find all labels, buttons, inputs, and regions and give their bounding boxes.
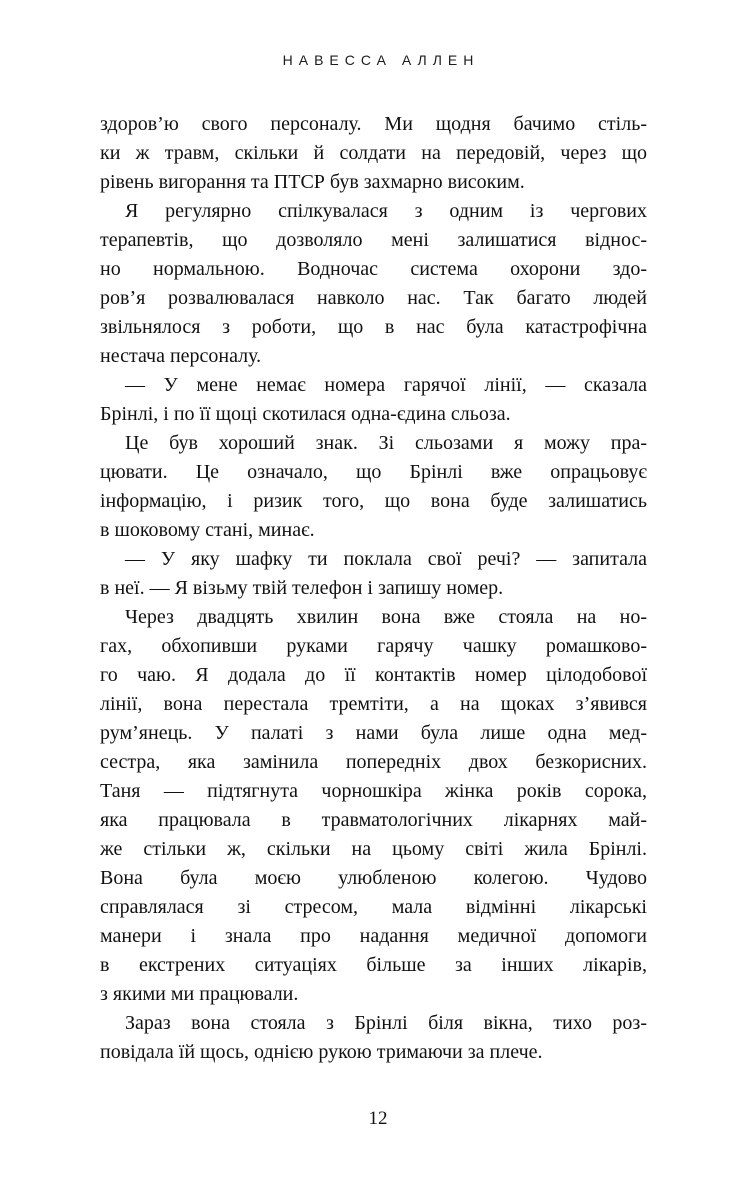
text-line: нестача персоналу. bbox=[100, 345, 262, 367]
text-line: — У мене немає номера гарячої лінії, — сказала bbox=[125, 374, 647, 396]
text-line: цювати. Це означало, що Брінлі вже опрацьовує bbox=[100, 461, 647, 483]
page-body bbox=[100, 110, 647, 1067]
text-line: звільнялося з роботи, що в нас була катастрофічна bbox=[100, 316, 647, 338]
text-line: но нормальною. Водночас система охорони здо- bbox=[100, 258, 647, 280]
text-line: рум’янець. У палаті з нами була лише одна мед- bbox=[100, 722, 647, 744]
text-line: — У яку шафку ти поклала свої речі? — запитала bbox=[125, 548, 647, 570]
running-header-author: НАВЕССА АЛЛЕН bbox=[282, 52, 480, 68]
paragraph bbox=[100, 603, 647, 1009]
text-line: Я регулярно спілкувалася з одним із чергових bbox=[125, 200, 647, 222]
text-line: в екстрених ситуаціях більше за інших лікарів, bbox=[100, 954, 647, 976]
text-line: гах, обхопивши руками гарячу чашку ромашково- bbox=[100, 635, 647, 657]
text-line: Це був хороший знак. Зі сльозами я можу пра- bbox=[125, 432, 647, 454]
text-line: манери і знала про надання медичної допомоги bbox=[100, 925, 647, 947]
text-line: яка працювала в травматологічних лікарнях май- bbox=[100, 809, 647, 831]
text-line: терапевтів, що дозволяло мені залишатися віднос- bbox=[100, 229, 647, 251]
page-number: 12 bbox=[368, 1108, 388, 1129]
text-line: в шоковому стані, минає. bbox=[100, 519, 315, 541]
text-line: інформацію, і ризик того, що вона буде залишатись bbox=[100, 490, 647, 512]
text-line: ки ж травм, скільки й солдати на передовій, через що bbox=[100, 142, 647, 164]
paragraph bbox=[100, 197, 647, 371]
text-line: з якими ми працювали. bbox=[100, 983, 299, 1005]
text-line: лінії, вона перестала тремтіти, а на щоках з’явився bbox=[100, 693, 647, 715]
text-line: Через двадцять хвилин вона вже стояла на но- bbox=[125, 606, 647, 628]
text-line: Брінлі, і по її щоці скотилася одна-єдина сльоза. bbox=[100, 403, 511, 425]
text-line: повідала їй щось, однією рукою тримаючи за плече. bbox=[100, 1041, 543, 1063]
paragraph bbox=[100, 371, 647, 429]
text-line: Вона була моєю улюбленою колегою. Чудово bbox=[100, 867, 647, 889]
paragraph bbox=[100, 110, 647, 197]
text-line: Зараз вона стояла з Брінлі біля вікна, тихо роз- bbox=[125, 1012, 647, 1034]
text-line: здоров’ю свого персоналу. Ми щодня бачимо стіль- bbox=[100, 113, 647, 135]
text-line: же стільки ж, скільки на цьому світі жила Брінлі. bbox=[100, 838, 647, 860]
text-line: сестра, яка замінила попередніх двох безкорисних. bbox=[100, 751, 647, 773]
text-line: го чаю. Я додала до її контактів номер цілодобової bbox=[100, 664, 647, 686]
text-line: ров’я розвалювалася навколо нас. Так багато людей bbox=[100, 287, 647, 309]
text-line: Таня — підтягнута чорношкіра жінка років сорока, bbox=[100, 780, 647, 802]
text-line: в неї. — Я візьму твій телефон і запишу номер. bbox=[100, 577, 504, 599]
paragraph bbox=[100, 1009, 647, 1067]
text-line: справлялася зі стресом, мала відмінні лікарські bbox=[100, 896, 647, 918]
paragraph bbox=[100, 429, 647, 545]
paragraph bbox=[100, 545, 647, 603]
text-line: рівень вигорання та ПТСР був захмарно високим. bbox=[100, 171, 525, 193]
